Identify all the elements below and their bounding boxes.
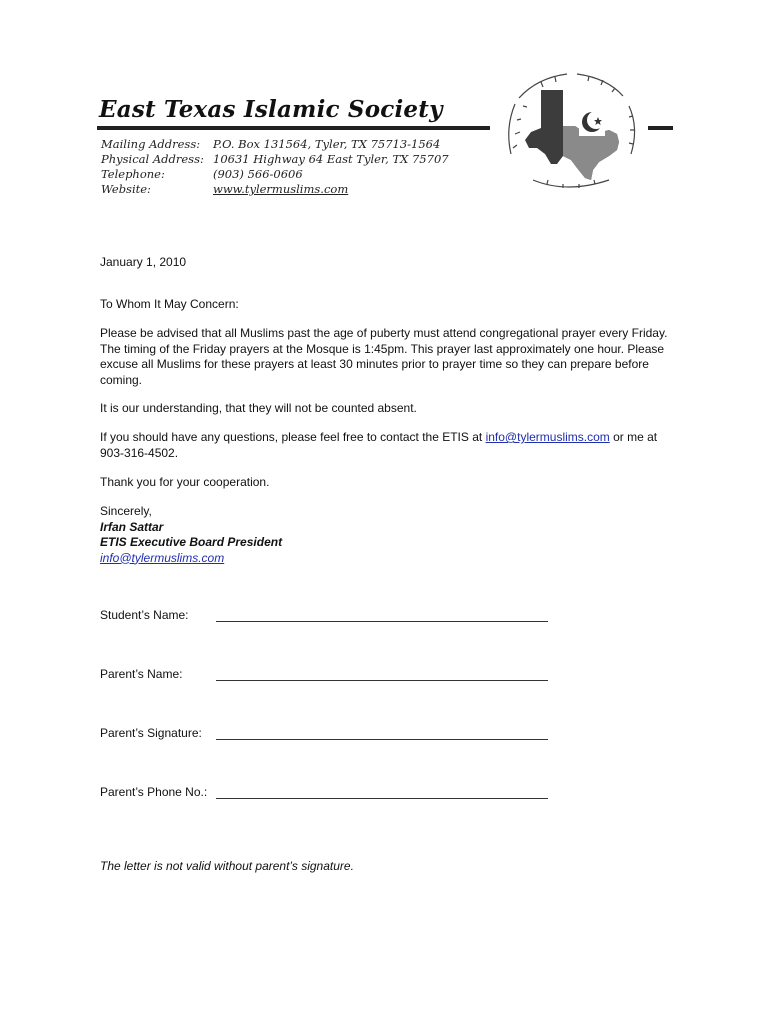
mailing-address-row <box>101 137 449 152</box>
closing: Sincerely, <box>100 504 152 518</box>
telephone-row <box>101 167 449 182</box>
signer-name: Irfan Sattar <box>100 519 164 534</box>
paragraph-3-text-end: or me at 903-316-4502. <box>100 430 658 460</box>
letter-paragraph-2: It is our understanding, that they will not be counted absent. <box>100 401 417 415</box>
letter-paragraph-1 <box>100 326 680 388</box>
society-seal-logo <box>497 68 649 198</box>
website-row <box>101 182 449 197</box>
letter-salutation: To Whom It May Concern: <box>100 297 239 311</box>
letter-date: January 1, 2010 <box>100 255 187 269</box>
validity-note: The letter is not valid without parent’s signature. <box>100 859 354 873</box>
website-label: Website: <box>101 182 151 196</box>
letter-paragraph-4: Thank you for your cooperation. <box>100 475 270 489</box>
physical-address-label: Physical Address: <box>101 152 204 166</box>
signature-block <box>100 504 680 566</box>
student-name-field <box>100 608 548 622</box>
physical-address-row <box>101 152 449 167</box>
parent-signature-label: Parent’s Signature: <box>100 726 202 740</box>
header-rule <box>97 126 490 130</box>
mailing-address-label: Mailing Address: <box>101 137 201 151</box>
parent-phone-label: Parent’s Phone No.: <box>100 785 208 799</box>
parent-name-label: Parent’s Name: <box>100 667 183 681</box>
physical-address-value: 10631 Highway 64 East Tyler, TX 75707 <box>213 152 449 166</box>
paragraph-3-text-start: If you should have any questions, please feel free to contact the ETIS at <box>100 430 486 444</box>
mailing-address-value: P.O. Box 131564, Tyler, TX 75713-1564 <box>213 137 441 151</box>
telephone-value: (903) 566-0606 <box>213 167 303 181</box>
student-name-label: Student’s Name: <box>100 608 189 622</box>
letter-paragraph-3 <box>100 430 680 461</box>
paragraph-1-text: Please be advised that all Muslims past the age of puberty must attend congregational prayer every Friday. The timing of the Friday prayers at the Mosque is 1:45pm. This prayer last approximately one hour. Please excuse all Muslims for these prayers at least 30 minutes prior to prayer time so they can prepare before coming. <box>100 326 668 387</box>
parent-signature-input-line[interactable] <box>216 727 548 740</box>
signer-email-link[interactable]: info@tylermuslims.com <box>100 550 225 565</box>
signer-title: ETIS Executive Board President <box>100 535 283 549</box>
organization-name: East Texas Islamic Society <box>99 96 443 123</box>
website-link[interactable]: www.tylermuslims.com <box>213 182 349 196</box>
telephone-label: Telephone: <box>101 167 165 181</box>
parent-phone-field <box>100 785 548 799</box>
parent-signature-field <box>100 726 548 740</box>
parent-phone-input-line[interactable] <box>216 786 548 799</box>
header-rule-right <box>648 126 673 130</box>
contact-email-link[interactable]: info@tylermuslims.com <box>485 430 610 444</box>
parent-name-field <box>100 667 548 681</box>
student-name-input-line[interactable] <box>216 609 548 622</box>
parent-name-input-line[interactable] <box>216 668 548 681</box>
contact-block <box>101 137 449 197</box>
